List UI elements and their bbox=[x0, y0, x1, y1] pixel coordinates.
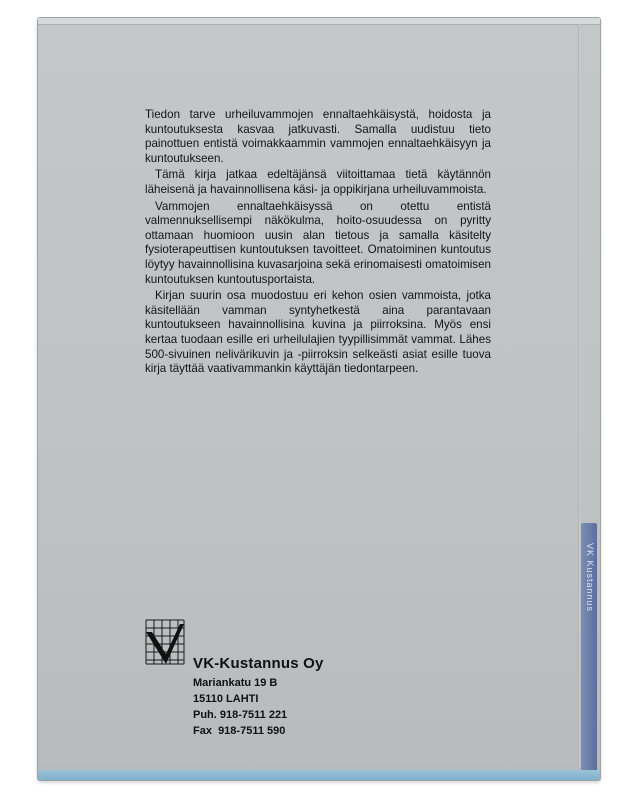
publisher-fax: Fax 918-7511 590 bbox=[193, 725, 286, 737]
publisher-city: 15110 LAHTI bbox=[193, 693, 259, 705]
cover-bottom-edge bbox=[38, 770, 600, 780]
publisher-street: Mariankatu 19 B bbox=[193, 677, 278, 689]
cover-top-edge bbox=[38, 18, 600, 25]
blurb-paragraph: Kirjan suurin osa muodostuu eri kehon osien vammoista, jotka käsitellään vamman syntyhetkestä aina parantavaan kuntoutukseen havainnollisina kuvina ja piirroksina. Myös ensi kertaa tuodaan esille eri urheilulajien tyypillisimmät vammat. Lähes 500-sivuinen nelivärikuvin ja -piirroksin selkeästi asiat esille tuova kirja täyttää vaativammankin käyttäjän tiedontarpeen. bbox=[145, 289, 491, 376]
spine-fold bbox=[578, 24, 580, 768]
publisher-phone: Puh. 918-7511 221 bbox=[193, 709, 288, 721]
blurb-paragraph: Tiedon tarve urheiluvammojen ennaltaehkäisystä, hoidosta ja kuntoutuksesta kasvaa jatkuvasti. Samalla uudistuu tieto painottuen entistä voimakkaammin vammojen ennaltaehkäisyyn ja kuntoutukseen. bbox=[145, 108, 491, 165]
blurb-paragraph: Tämä kirja jatkaa edeltäjänsä viitoittamaa tietä käytännön läheisenä ja havainnollisena käsi- ja oppikirjana urheiluvammoista. bbox=[145, 168, 491, 196]
spine-label-strip bbox=[581, 523, 597, 773]
publisher-info bbox=[193, 655, 324, 739]
publisher-logo-icon bbox=[144, 618, 186, 666]
publisher-name: VK-Kustannus Oy bbox=[193, 655, 324, 672]
spine-label: VK Kustannus bbox=[585, 543, 595, 613]
cover-blurb bbox=[145, 108, 491, 379]
blurb-paragraph: Vammojen ennaltaehkäisyssä on otettu entistä valmennuksellisempi näkökulma, hoito-osuudessa on pyritty ottamaan huomioon uusin alan tietous ja samalla käsitelty fysioterapeuttisen kuntoutuksen tavoitteet. Omatoiminen kuntoutus löytyy havainnollisina kuvasarjoina sekä erinomaisesti omatoimisen kuntoutuksen kuntoutusportaista. bbox=[145, 199, 491, 286]
